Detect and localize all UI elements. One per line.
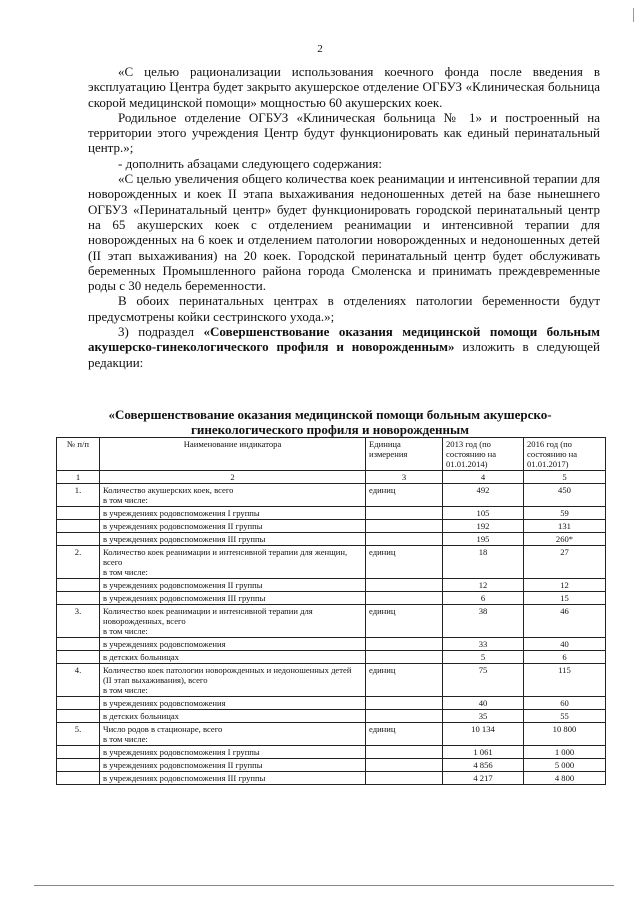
- value-2013: 75: [443, 664, 524, 697]
- value-2016: 131: [524, 520, 606, 533]
- value-2016: 60: [524, 697, 606, 710]
- table-row: [57, 759, 606, 772]
- value-2013: 1 061: [443, 746, 524, 759]
- value-2016: 260*: [524, 533, 606, 546]
- indicator-name: в учреждениях родовспоможения III группы: [100, 533, 366, 546]
- table-title: «Совершенствование оказания медицинской помощи больным акушерско-гинекологического профиля и новорожденным: [108, 407, 552, 437]
- row-number: 5.: [57, 723, 100, 746]
- index-cell: 5: [524, 471, 606, 484]
- value-2013: 38: [443, 605, 524, 638]
- subsection-paragraph: [88, 324, 600, 370]
- indicator-name: в учреждениях родовспоможения I группы: [100, 746, 366, 759]
- indicator-name: Количество коек реанимации и интенсивной терапии для женщин, всего в том числе:: [100, 546, 366, 579]
- value-2013: 40: [443, 697, 524, 710]
- value-2016: 5 000: [524, 759, 606, 772]
- indicator-name: в учреждениях родовспоможения I группы: [100, 507, 366, 520]
- row-number: [57, 772, 100, 785]
- unit-cell: [366, 651, 443, 664]
- indicator-name: в детских больницах: [100, 651, 366, 664]
- header-name: Наименование индикатора: [100, 438, 366, 471]
- table-row: [57, 697, 606, 710]
- value-2013: 492: [443, 484, 524, 507]
- paragraph: «С целью рационализации использования коечного фонда после введения в эксплуатацию Центра будет закрыто акушерское отделение ОГБУЗ «Клиническая больница скорой медицинской помощи» мощностью 60 акушерских коек.: [88, 64, 600, 110]
- table-body: [57, 484, 606, 785]
- index-cell: 1: [57, 471, 100, 484]
- table-row: [57, 772, 606, 785]
- indicator-name: в учреждениях родовспоможения III группы: [100, 592, 366, 605]
- header-unit: Единица измерения: [366, 438, 443, 471]
- unit-cell: [366, 710, 443, 723]
- value-2016: 12: [524, 579, 606, 592]
- table-row: [57, 592, 606, 605]
- value-2016: 1 000: [524, 746, 606, 759]
- subsection-suffix: изложить в следующей редакции:: [88, 339, 600, 370]
- paragraph: «С целью увеличения общего количества коек реанимации и интенсивной терапии для новорожденных и коек II этапа выхаживания недоношенных детей на базе нынешнего ОГБУЗ «Перинатальный центр» будет функционировать городской перинатальный центр на 65 акушерских коек с отделением реанимации и интенсивной терапии для новорожденных на 6 коек и отделением патологии новорожденных и недоношенных детей (II этап выхаживания) на 20 коек. Городской перинатальный центр будет обслуживать беременных Промышленного района города Смоленска и принимать преждевременные роды с 30 недель беременности.: [88, 171, 600, 294]
- header-2013: 2013 год (по состоянию на 01.01.2014): [443, 438, 524, 471]
- index-cell: 2: [100, 471, 366, 484]
- paragraph: Родильное отделение ОГБУЗ «Клиническая больница № 1» и построенный на территории этого учреждения Центр будут функционировать как единый перинатальный центр.»;: [88, 109, 600, 156]
- indicator-name: в учреждениях родовспоможения II группы: [100, 759, 366, 772]
- indicator-name: Количество акушерских коек, всего в том числе:: [100, 484, 366, 507]
- unit-cell: единиц: [366, 546, 443, 579]
- row-number: [57, 579, 100, 592]
- row-number: [57, 697, 100, 710]
- indicator-name: в учреждениях родовспоможения: [100, 638, 366, 651]
- row-number: [57, 746, 100, 759]
- table-row: [57, 579, 606, 592]
- index-cell: 4: [443, 471, 524, 484]
- unit-cell: [366, 638, 443, 651]
- paragraph: - дополнить абзацами следующего содержания:: [118, 155, 382, 171]
- unit-cell: [366, 507, 443, 520]
- value-2013: 192: [443, 520, 524, 533]
- table-row: [57, 507, 606, 520]
- value-2016: 6: [524, 651, 606, 664]
- row-number: 1.: [57, 484, 100, 507]
- value-2016: 55: [524, 710, 606, 723]
- table-row: [57, 746, 606, 759]
- value-2013: 195: [443, 533, 524, 546]
- table-row: [57, 546, 606, 579]
- unit-cell: единиц: [366, 484, 443, 507]
- table-row: [57, 605, 606, 638]
- margin-mark: [627, 8, 634, 22]
- unit-cell: [366, 697, 443, 710]
- paragraph: В обоих перинатальных центрах в отделениях патологии беременности будут предусмотрены койки сестринского ухода.»;: [88, 293, 600, 324]
- row-number: [57, 759, 100, 772]
- row-number: [57, 507, 100, 520]
- unit-cell: [366, 772, 443, 785]
- value-2016: 40: [524, 638, 606, 651]
- value-2013: 4 217: [443, 772, 524, 785]
- unit-cell: [366, 592, 443, 605]
- value-2013: 4 856: [443, 759, 524, 772]
- unit-cell: единиц: [366, 723, 443, 746]
- indicator-name: в учреждениях родовспоможения: [100, 697, 366, 710]
- row-number: [57, 533, 100, 546]
- subsection-title: «Совершенствование оказания медицинской помощи больным акушерско-гинекологического профиля и новорожденным»: [88, 324, 601, 355]
- indicator-name: в детских больницах: [100, 710, 366, 723]
- unit-cell: единиц: [366, 664, 443, 697]
- value-2013: 105: [443, 507, 524, 520]
- unit-cell: [366, 520, 443, 533]
- row-number: [57, 651, 100, 664]
- table-row: [57, 651, 606, 664]
- table-row: [57, 533, 606, 546]
- value-2016: 27: [524, 546, 606, 579]
- value-2013: 12: [443, 579, 524, 592]
- value-2013: 10 134: [443, 723, 524, 746]
- value-2016: 46: [524, 605, 606, 638]
- row-number: [57, 710, 100, 723]
- unit-cell: [366, 746, 443, 759]
- index-cell: 3: [366, 471, 443, 484]
- value-2013: 35: [443, 710, 524, 723]
- table-index-row: [57, 471, 606, 484]
- indicator-name: Число родов в стационаре, всего в том числе:: [100, 723, 366, 746]
- value-2016: 450: [524, 484, 606, 507]
- unit-cell: [366, 759, 443, 772]
- value-2016: 15: [524, 592, 606, 605]
- body-text: [88, 64, 600, 370]
- indicator-name: в учреждениях родовспоможения III группы: [100, 772, 366, 785]
- row-number: [57, 592, 100, 605]
- indicator-name: в учреждениях родовспоможения II группы: [100, 579, 366, 592]
- indicator-name: в учреждениях родовспоможения II группы: [100, 520, 366, 533]
- table-row: [57, 664, 606, 697]
- indicators-table: [56, 437, 606, 785]
- header-2016: 2016 год (по состоянию на 01.01.2017): [524, 438, 606, 471]
- table-header-row: [57, 438, 606, 471]
- value-2016: 59: [524, 507, 606, 520]
- row-number: 3.: [57, 605, 100, 638]
- table-row: [57, 484, 606, 507]
- bottom-rule: [34, 885, 614, 886]
- indicator-name: Количество коек реанимации и интенсивной терапии для новорожденных, всего в том числе:: [100, 605, 366, 638]
- row-number: [57, 638, 100, 651]
- row-number: 4.: [57, 664, 100, 697]
- value-2013: 33: [443, 638, 524, 651]
- indicator-name: Количество коек патологии новорожденных и недоношенных детей (II этап выхаживания), всего в том числе:: [100, 664, 366, 697]
- unit-cell: единиц: [366, 605, 443, 638]
- table-row: [57, 723, 606, 746]
- row-number: [57, 520, 100, 533]
- subsection-prefix: 3) подраздел: [118, 324, 204, 340]
- unit-cell: [366, 579, 443, 592]
- value-2013: 5: [443, 651, 524, 664]
- page-number: 2: [317, 43, 323, 55]
- header-num: № п/п: [57, 438, 100, 471]
- value-2016: 4 800: [524, 772, 606, 785]
- table-row: [57, 638, 606, 651]
- value-2016: 10 800: [524, 723, 606, 746]
- value-2013: 6: [443, 592, 524, 605]
- table-row: [57, 520, 606, 533]
- row-number: 2.: [57, 546, 100, 579]
- value-2013: 18: [443, 546, 524, 579]
- unit-cell: [366, 533, 443, 546]
- table-row: [57, 710, 606, 723]
- value-2016: 115: [524, 664, 606, 697]
